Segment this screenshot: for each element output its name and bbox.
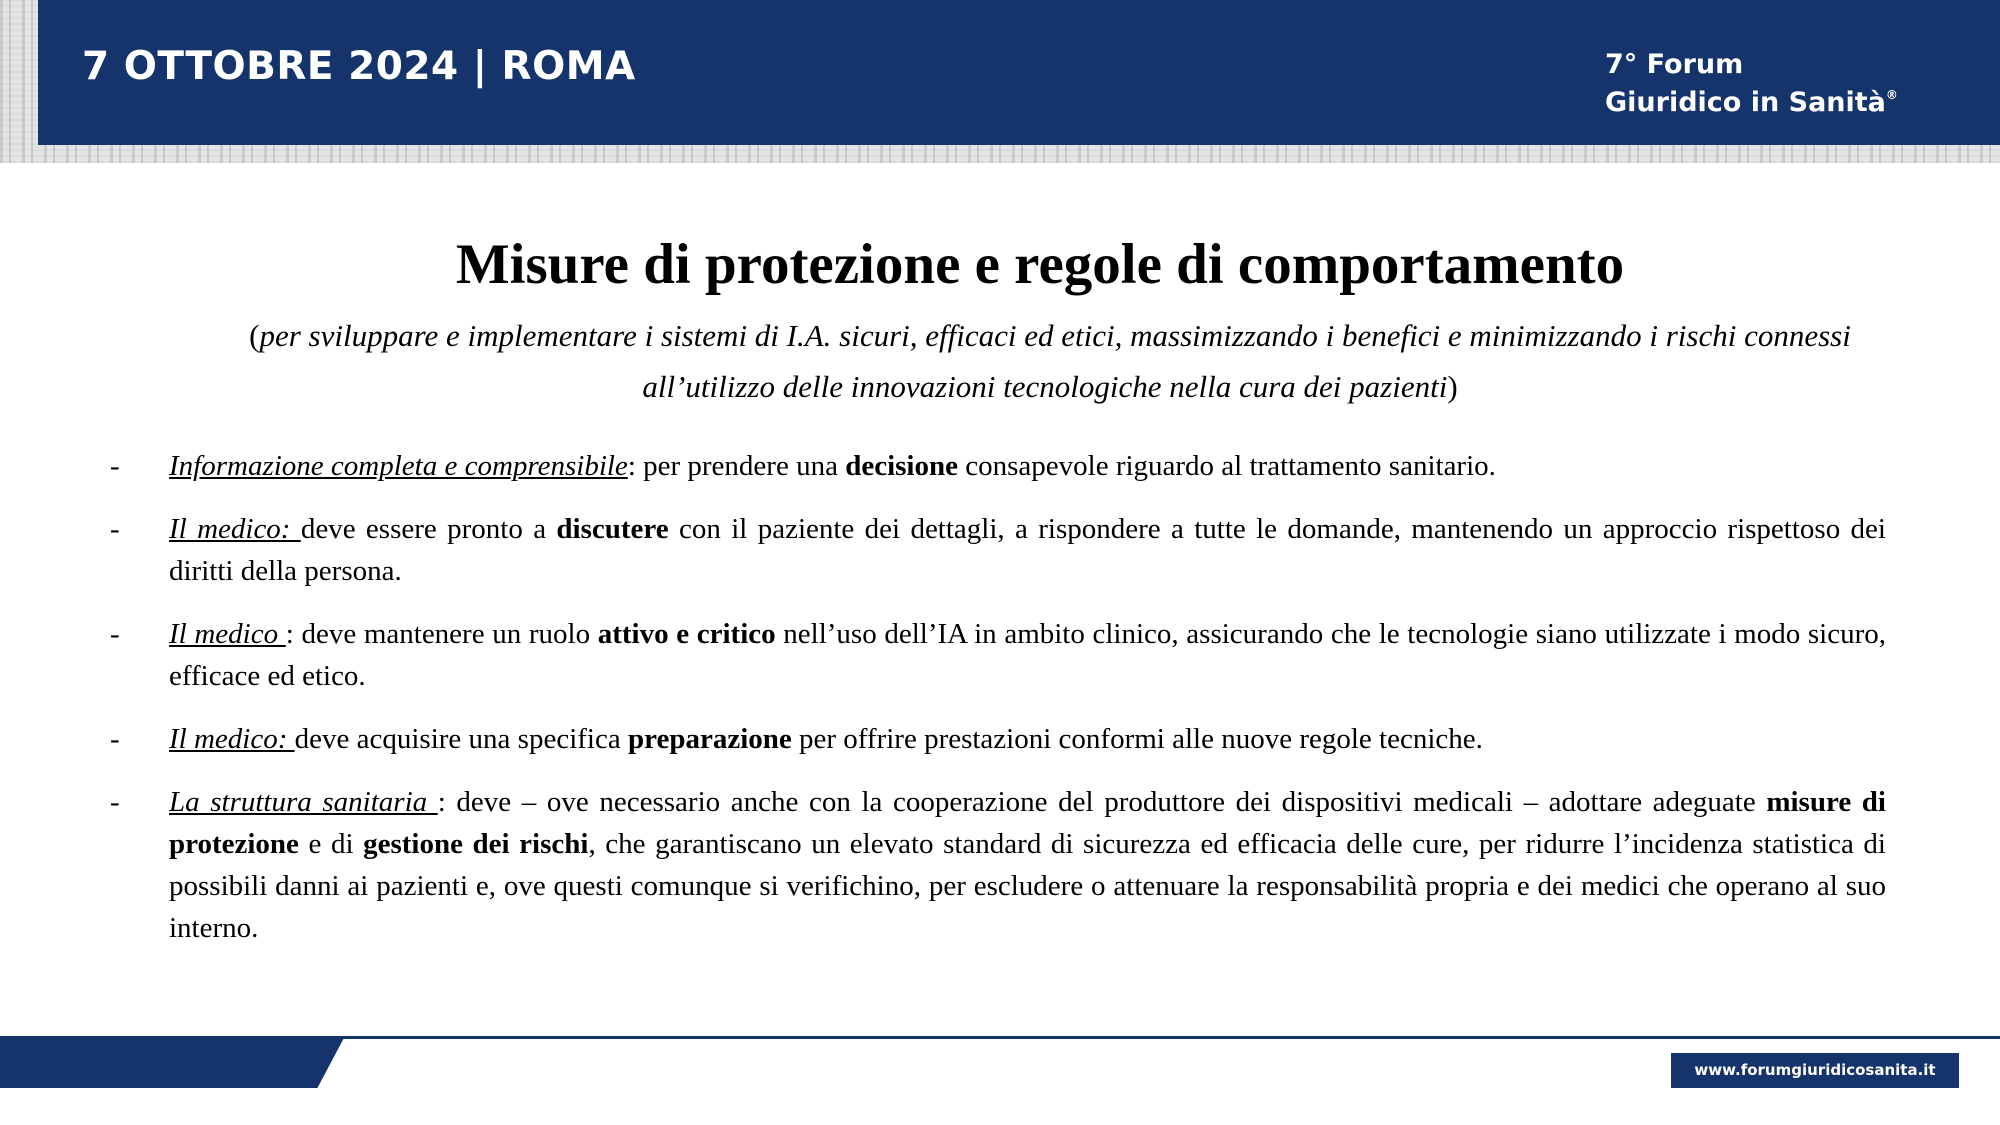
list-item xyxy=(0,781,2000,949)
bullet-dash: - xyxy=(110,786,120,818)
item-text: con il paziente dei dettagli, a rispondere a tutte le domande, mantenendo un approccio rispettoso dei diritti della persona. xyxy=(169,513,1886,587)
forum-logo-line1: 7° Forum xyxy=(1605,49,1744,80)
item-text: deve acquisire una specifica xyxy=(294,723,628,755)
item-text: , che garantiscano un elevato standard di sicurezza ed efficacia delle cure, per ridurre l’incidenza statistica di possibili danni ai pazienti e, ove questi comunque si verifichino, per escludere o attenuare la responsabilità propria e dei medici che operano al suo interno. xyxy=(169,828,1886,944)
registered-mark: ® xyxy=(1885,88,1898,102)
item-lead: Informazione completa e comprensibile xyxy=(169,450,628,482)
footer-website-link[interactable]: www.forumgiuridicosanita.it xyxy=(1671,1053,1959,1088)
slide-title-wrap xyxy=(0,230,2000,300)
list-item-text xyxy=(169,508,1886,592)
footer-accent-bar xyxy=(0,1036,345,1088)
subtitle-open-paren: ( xyxy=(249,318,260,353)
item-text: per offrire prestazioni conformi alle nuove regole tecniche. xyxy=(791,723,1483,755)
slide-title: Misure di protezione e regole di comportamento xyxy=(455,233,1625,296)
bullet-list xyxy=(0,445,2000,970)
item-bold: misure di protezione xyxy=(169,786,1886,860)
item-bold: preparazione xyxy=(627,723,792,755)
event-date-location: 7 OTTOBRE 2024 | ROMA xyxy=(82,44,636,89)
slide-subtitle xyxy=(200,310,1900,412)
item-text: : deve – ove necessario anche con la cooperazione del produttore dei dispositivi medicali – adottare adeguate xyxy=(437,786,1767,818)
bullet-dash: - xyxy=(110,450,120,482)
subtitle-italic: per sviluppare e implementare i sistemi di I.A. sicuri, efficaci ed etici, massimizzando i benefici e minimizzando i rischi connessi all’utilizzo delle innovazioni tecnologiche nella cura dei pazienti xyxy=(259,318,1851,404)
bullet-dash: - xyxy=(110,723,120,755)
bullet-dash: - xyxy=(110,513,120,545)
item-text: e di xyxy=(298,828,364,860)
item-lead: Il medico xyxy=(169,618,286,650)
list-item-text xyxy=(169,718,1886,760)
list-item xyxy=(0,445,2000,487)
item-bold: gestione dei rischi xyxy=(363,828,589,860)
forum-logo-line2-text: Giuridico in Sanità xyxy=(1605,87,1886,118)
bullet-dash: - xyxy=(110,618,120,650)
list-item-text xyxy=(169,613,1886,697)
item-bold: attivo e critico xyxy=(597,618,776,650)
item-bold: decisione xyxy=(845,450,958,482)
item-text: consapevole riguardo al trattamento sanitario. xyxy=(957,450,1496,482)
subtitle-close-paren: ) xyxy=(1447,369,1458,404)
list-item-text xyxy=(169,445,1886,487)
list-item-text xyxy=(169,781,1886,949)
item-text: nell’uso dell’IA in ambito clinico, assicurando che le tecnologie siano utilizzate i modo sicuro, efficace ed etico. xyxy=(169,618,1886,692)
list-item xyxy=(0,508,2000,592)
item-bold: discutere xyxy=(556,513,669,545)
forum-logo-line2 xyxy=(1605,80,1898,118)
item-text: : deve mantenere un ruolo xyxy=(285,618,598,650)
item-text: deve essere pronto a xyxy=(300,513,557,545)
item-lead: La struttura sanitaria xyxy=(169,786,438,818)
list-item xyxy=(0,718,2000,760)
item-lead: Il medico: xyxy=(169,513,301,545)
forum-logo-text xyxy=(1605,49,1898,118)
item-lead: Il medico: xyxy=(169,723,295,755)
list-item xyxy=(0,613,2000,697)
item-text: : per prendere una xyxy=(627,450,846,482)
